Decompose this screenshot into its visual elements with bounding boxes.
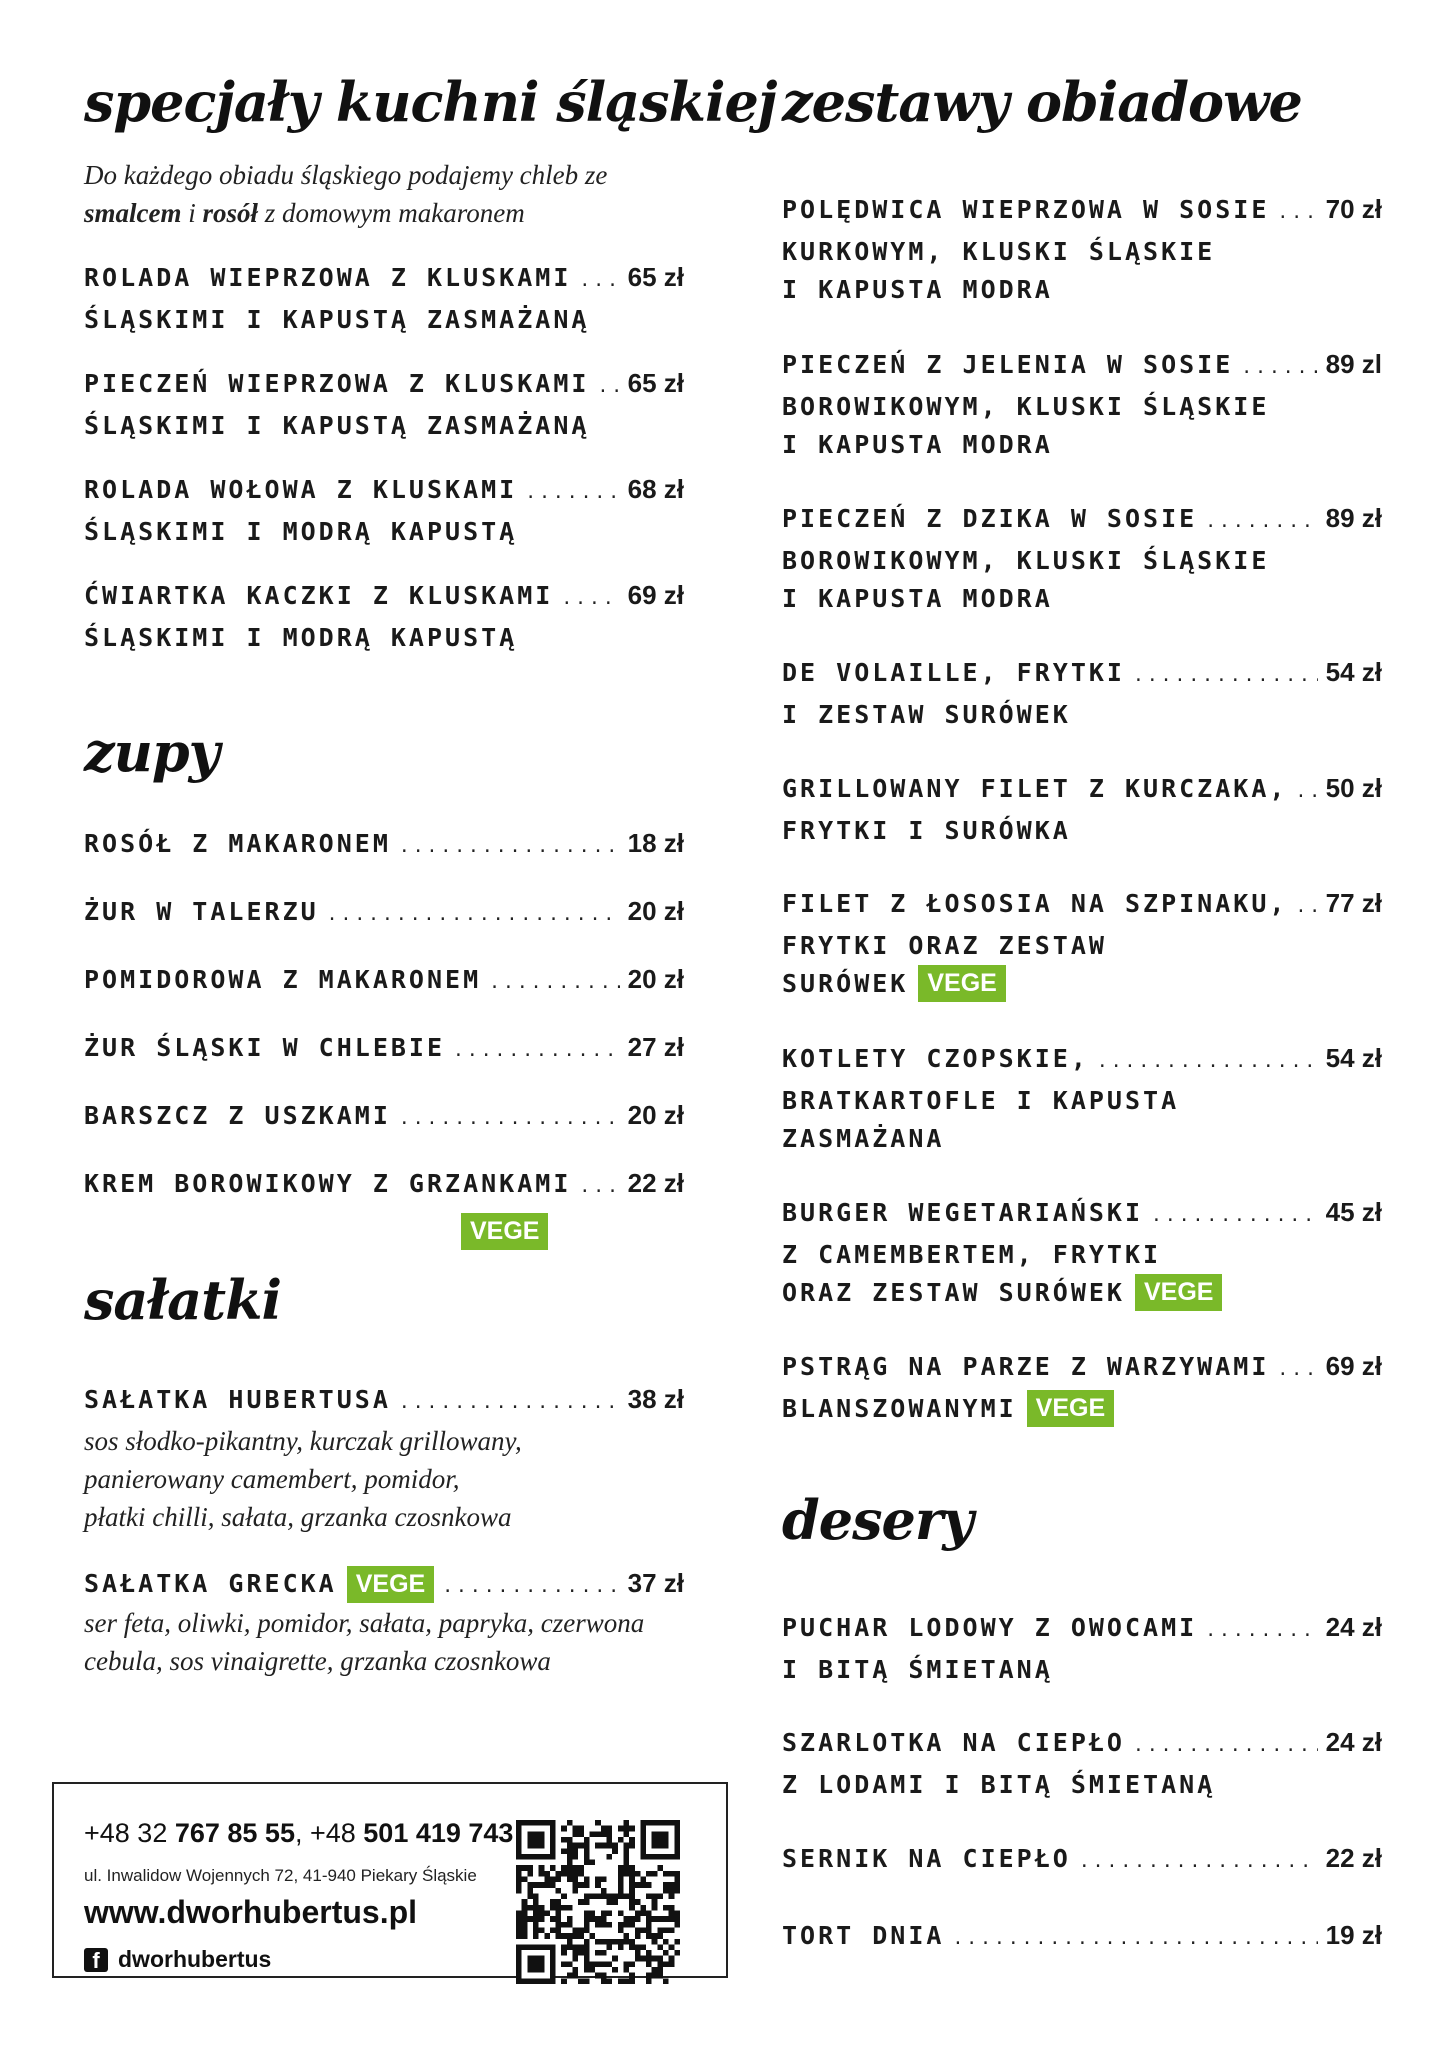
- item-price: 18 zł: [627, 828, 684, 858]
- item-price: 65 zł: [627, 368, 684, 398]
- dot-leader: [1295, 896, 1317, 917]
- menu-item: [84, 1100, 684, 1138]
- item-name: SAŁATKA GRECKA: [84, 1569, 337, 1598]
- dot-leader: [597, 376, 619, 397]
- item-name: DE VOLAILLE, FRYTKI: [782, 658, 1125, 687]
- item-price: 22 zł: [1325, 1843, 1382, 1873]
- item-name-continued: ŚLĄSKIMI I KAPUSTĄ ZASMAŻANĄ: [84, 410, 590, 440]
- menu-item: [84, 1168, 684, 1206]
- website-link[interactable]: www.dworhubertus.pl: [84, 1894, 418, 1930]
- item-price: 54 zł: [1325, 657, 1382, 687]
- item-name: ROLADA WIEPRZOWA Z KLUSKAMI: [84, 263, 572, 292]
- item-name: SAŁATKA HUBERTUSA: [84, 1385, 391, 1414]
- dot-leader: [1133, 665, 1318, 686]
- dot-leader: [1277, 202, 1317, 223]
- dot-leader: [453, 1040, 620, 1061]
- item-name-continued: FRYTKI I SURÓWKA: [782, 815, 1071, 845]
- item-name: ĆWIARTKA KACZKI Z KLUSKAMI: [84, 581, 554, 610]
- menu-item: [782, 349, 1382, 463]
- menu-item: [84, 580, 684, 656]
- item-price: 20 zł: [627, 896, 684, 926]
- menu-item: [782, 1920, 1382, 1958]
- item-name-continued: KURKOWYM, KLUSKI ŚLĄSKIE: [782, 236, 1216, 266]
- intro-line-1: Do każdego obiadu śląskiego podajemy chleb ze: [84, 160, 608, 190]
- section-title-desserts: desery: [782, 1488, 973, 1552]
- item-name-continued: BOROWIKOWYM, KLUSKI ŚLĄSKIE: [782, 545, 1270, 575]
- item-description-line: ser feta, oliwki, pomidor, sałata, papryka, czerwona: [84, 1608, 645, 1638]
- item-name-continued: Z CAMEMBERTEM, FRYTKI: [782, 1239, 1162, 1269]
- item-name: PUCHAR LODOWY Z OWOCAMI: [782, 1613, 1198, 1642]
- item-name-continued: BLANSZOWANYMI VEGE: [782, 1389, 1382, 1427]
- item-name-continued: ŚLĄSKIMI I MODRĄ KAPUSTĄ: [84, 516, 518, 546]
- item-name: TORT DNIA: [782, 1921, 945, 1950]
- dot-leader: [1079, 1851, 1318, 1872]
- menu-item: [84, 1032, 684, 1070]
- dot-leader: [561, 588, 619, 609]
- item-name-continued: I KAPUSTA MODRA: [782, 429, 1053, 459]
- menu-item: [782, 657, 1382, 733]
- section-title-salads: sałatki: [84, 1268, 282, 1332]
- item-price: 89 zl: [1325, 349, 1382, 379]
- item-name: FILET Z ŁOSOSIA NA SZPINAKU,: [782, 889, 1288, 918]
- section-title-sets: zestawy obiadowe: [782, 70, 1302, 134]
- item-price: 50 zł: [1325, 773, 1382, 803]
- item-price: 24 zł: [1325, 1612, 1382, 1642]
- qr-code[interactable]: [516, 1820, 680, 1984]
- item-name-continued: ŚLĄSKIMI I KAPUSTĄ ZASMAŻANĄ: [84, 304, 590, 334]
- item-price: 45 zł: [1325, 1197, 1382, 1227]
- item-name-continued: ZASMAŻANA: [782, 1123, 945, 1153]
- dot-leader: [442, 1576, 619, 1597]
- dot-leader: [1133, 1735, 1318, 1756]
- menu-item: [782, 1612, 1382, 1688]
- menu-item: [782, 1043, 1382, 1157]
- facebook-handle: dworhubertus: [118, 1946, 272, 1972]
- menu-item: [782, 503, 1382, 617]
- dot-leader: [1277, 1359, 1317, 1380]
- section-title-soups: zupy: [84, 720, 220, 784]
- item-name: ŻUR W TALERZU: [84, 897, 319, 926]
- item-description-line: płatki chilli, sałata, grzanka czosnkowa: [84, 1502, 512, 1532]
- dot-leader: [1295, 781, 1317, 802]
- item-name: BARSZCZ Z USZKAMI: [84, 1101, 391, 1130]
- dot-leader: [399, 1392, 620, 1413]
- menu-item: [782, 1727, 1382, 1803]
- dot-leader: [1151, 1205, 1318, 1226]
- dot-leader: [1097, 1051, 1318, 1072]
- item-name-continued: FRYTKI ORAZ ZESTAW: [782, 930, 1107, 960]
- menu-item: [84, 896, 684, 934]
- vege-badge: VEGE: [918, 965, 1005, 1002]
- item-price: 68 zł: [627, 474, 684, 504]
- vege-badge: VEGE: [1027, 1390, 1114, 1427]
- menu-item: [84, 262, 684, 338]
- vege-badge: VEGE: [461, 1213, 548, 1250]
- address: ul. Inwalidow Wojennych 72, 41-940 Piekary Śląskie: [84, 1866, 477, 1885]
- item-price: 38 zł: [627, 1384, 684, 1414]
- menu-item: [782, 773, 1382, 849]
- item-name-continued: BOROWIKOWYM, KLUSKI ŚLĄSKIE: [782, 391, 1270, 421]
- item-name: ROSÓŁ Z MAKARONEM: [84, 829, 391, 858]
- dot-leader: [327, 904, 620, 925]
- item-price: 89 zł: [1325, 503, 1382, 533]
- item-price: 20 zł: [627, 1100, 684, 1130]
- specialties-intro: [84, 156, 684, 232]
- item-price: 54 zł: [1325, 1043, 1382, 1073]
- menu-item: [84, 1566, 684, 1680]
- dot-leader: [1205, 1620, 1317, 1641]
- dot-leader: [579, 1176, 619, 1197]
- item-name: KOTLETY CZOPSKIE,: [782, 1044, 1089, 1073]
- menu-item: [84, 368, 684, 444]
- dot-leader: [1241, 357, 1317, 378]
- menu-item: [84, 474, 684, 550]
- item-price: 70 zł: [1325, 194, 1382, 224]
- vege-badge: VEGE: [1135, 1274, 1222, 1311]
- item-price: 22 zł: [627, 1168, 684, 1198]
- item-name: GRILLOWANY FILET Z KURCZAKA,: [782, 774, 1288, 803]
- item-name: PIECZEŃ Z DZIKA W SOSIE: [782, 504, 1198, 533]
- menu-item: [782, 888, 1382, 1002]
- intro-line-2: smalcem i rosół z domowym makaronem: [84, 198, 525, 228]
- dot-leader: [489, 972, 619, 993]
- dot-leader: [1205, 511, 1317, 532]
- item-name-continued: ORAZ ZESTAW SURÓWEK VEGE: [782, 1273, 1382, 1311]
- item-name: POLĘDWICA WIEPRZOWA W SOSIE: [782, 195, 1270, 224]
- menu-item: [782, 194, 1382, 308]
- dot-leader: [399, 1108, 620, 1129]
- item-name-continued: ŚLĄSKIMI I MODRĄ KAPUSTĄ: [84, 622, 518, 652]
- item-name: PIECZEŃ Z JELENIA W SOSIE: [782, 350, 1234, 379]
- item-name: SZARLOTKA NA CIEPŁO: [782, 1728, 1125, 1757]
- item-price: 24 zł: [1325, 1727, 1382, 1757]
- item-price: 37 zł: [627, 1568, 684, 1598]
- item-price: 27 zł: [627, 1032, 684, 1062]
- item-name: ŻUR ŚLĄSKI W CHLEBIE: [84, 1033, 446, 1062]
- item-name-continued: SURÓWEK VEGE: [782, 964, 1382, 1002]
- facebook-icon: f: [84, 1948, 108, 1972]
- item-name-continued: I BITĄ ŚMIETANĄ: [782, 1654, 1053, 1684]
- item-price: 69 zł: [1325, 1351, 1382, 1381]
- dot-leader: [525, 482, 619, 503]
- menu-item: [84, 964, 684, 1002]
- item-name-continued: Z LODAMI I BITĄ ŚMIETANĄ: [782, 1769, 1216, 1799]
- item-name: PIECZEŃ WIEPRZOWA Z KLUSKAMI: [84, 369, 590, 398]
- menu-item: [782, 1197, 1382, 1311]
- phone-numbers[interactable]: +48 32 767 85 55, +48 501 419 743: [84, 1818, 514, 1848]
- menu-item: [782, 1843, 1382, 1881]
- item-name: POMIDOROWA Z MAKARONEM: [84, 965, 482, 994]
- facebook-link[interactable]: [84, 1946, 271, 1973]
- menu-item: [782, 1351, 1382, 1427]
- item-price: 69 zł: [627, 580, 684, 610]
- item-name: ROLADA WOŁOWA Z KLUSKAMI: [84, 475, 518, 504]
- item-description-line: cebula, sos vinaigrette, grzanka czosnkowa: [84, 1646, 551, 1676]
- contact-box: [52, 1782, 728, 1978]
- section-title-specialties: specjały kuchni śląskiej: [84, 70, 777, 134]
- item-name-continued: I KAPUSTA MODRA: [782, 583, 1053, 613]
- item-name: KREM BOROWIKOWY Z GRZANKAMI: [84, 1169, 572, 1198]
- dot-leader: [952, 1928, 1317, 1949]
- item-description-line: panierowany camembert, pomidor,: [84, 1464, 460, 1494]
- item-description-line: sos słodko-pikantny, kurczak grillowany,: [84, 1426, 522, 1456]
- dot-leader: [399, 836, 620, 857]
- item-price: 65 zł: [627, 262, 684, 292]
- vege-badge: VEGE: [347, 1566, 434, 1603]
- item-name-continued: I KAPUSTA MODRA: [782, 274, 1053, 304]
- item-price: 77 zł: [1325, 888, 1382, 918]
- item-name-continued: I ZESTAW SURÓWEK: [782, 699, 1071, 729]
- item-name: PSTRĄG NA PARZE Z WARZYWAMI: [782, 1352, 1270, 1381]
- menu-item: [84, 828, 684, 866]
- item-price: 20 zł: [627, 964, 684, 994]
- menu-item: [84, 1384, 684, 1536]
- item-price: 19 zł: [1325, 1920, 1382, 1950]
- item-name-continued: BRATKARTOFLE I KAPUSTA: [782, 1085, 1180, 1115]
- item-name: SERNIK NA CIEPŁO: [782, 1844, 1071, 1873]
- item-name: BURGER WEGETARIAŃSKI: [782, 1198, 1144, 1227]
- dot-leader: [579, 270, 619, 291]
